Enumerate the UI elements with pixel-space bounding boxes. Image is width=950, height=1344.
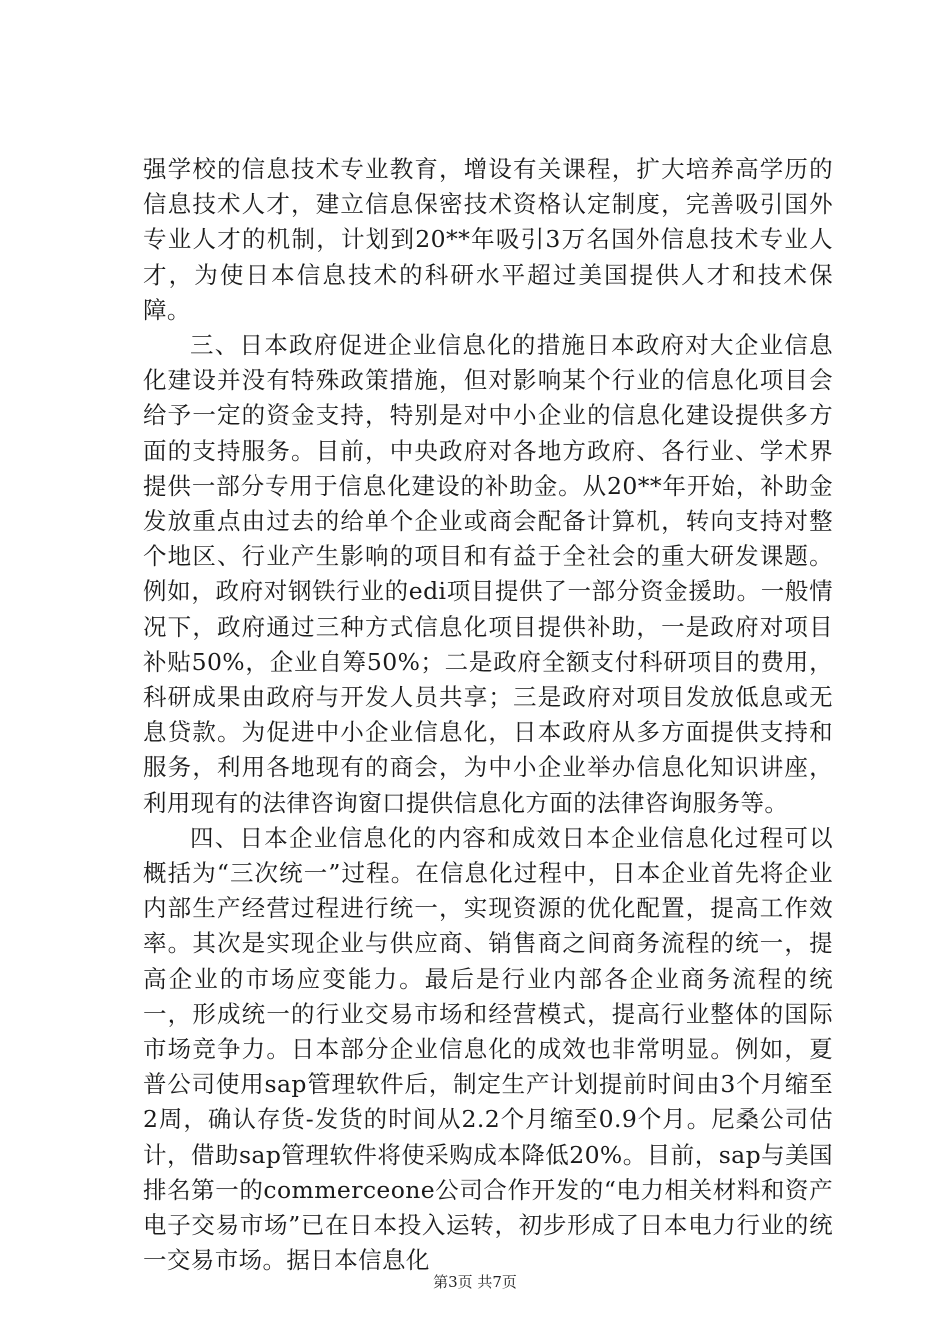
document-body <box>143 152 833 1279</box>
paragraph-section-3: 三、日本政府促进企业信息化的措施日本政府对大企业信息化建设并没有特殊政策措施，但对影响某个行业的信息化项目会给予一定的资金支持，特别是对中小企业的信息化建设提供多方面的支持服务。目前，中央政府对各地方政府、各行业、学术界提供一部分专用于信息化建设的补助金。从20**年开始，补助金发放重点由过去的给单个企业或商会配备计算机，转向支持对整个地区、行业产生影响的项目和有益于全社会的重大研发课题。例如，政府对钢铁行业的edi项目提供了一部分资金援助。一般情况下，政府通过三种方式信息化项目提供补助，一是政府对项目补贴50%，企业自筹50%；二是政府全额支付科研项目的费用，科研成果由政府与开发人员共享；三是政府对项目发放低息或无息贷款。为促进中小企业信息化，日本政府从多方面提供支持和服务，利用各地现有的商会，为中小企业举办信息化知识讲座，利用现有的法律咨询窗口提供信息化方面的法律咨询服务等。 <box>143 331 833 817</box>
paragraph-continuation: 强学校的信息技术专业教育，增设有关课程，扩大培养高学历的信息技术人才，建立信息保密技术资格认定制度，完善吸引国外专业人才的机制，计划到20**年吸引3万名国外信息技术专业人才，为使日本信息技术的科研水平超过美国提供人才和技术保障。 <box>143 155 833 324</box>
page-footer-page-number: 第3页 共7页 <box>433 1273 517 1291</box>
paragraph-section-4: 四、日本企业信息化的内容和成效日本企业信息化过程可以概括为“三次统一”过程。在信息化过程中，日本企业首先将企业内部生产经营过程进行统一，实现资源的优化配置，提高工作效率。其次是实现企业与供应商、销售商之间商务流程的统一，提高企业的市场应变能力。最后是行业内部各企业商务流程的统一，形成统一的行业交易市场和经营模式，提高行业整体的国际市场竞争力。日本部分企业信息化的成效也非常明显。例如，夏普公司使用sap管理软件后，制定生产计划提前时间由3个月缩至2周，确认存货-发货的时间从2.2个月缩至0.9个月。尼桑公司估计，借助sap管理软件将使采购成本降低20%。目前，sap与美国排名第一的commerceone公司合作开发的“电力相关材料和资产电子交易市场”已在日本投入运转，初步形成了日本电力行业的统一交易市场。据日本信息化 <box>143 823 833 1275</box>
